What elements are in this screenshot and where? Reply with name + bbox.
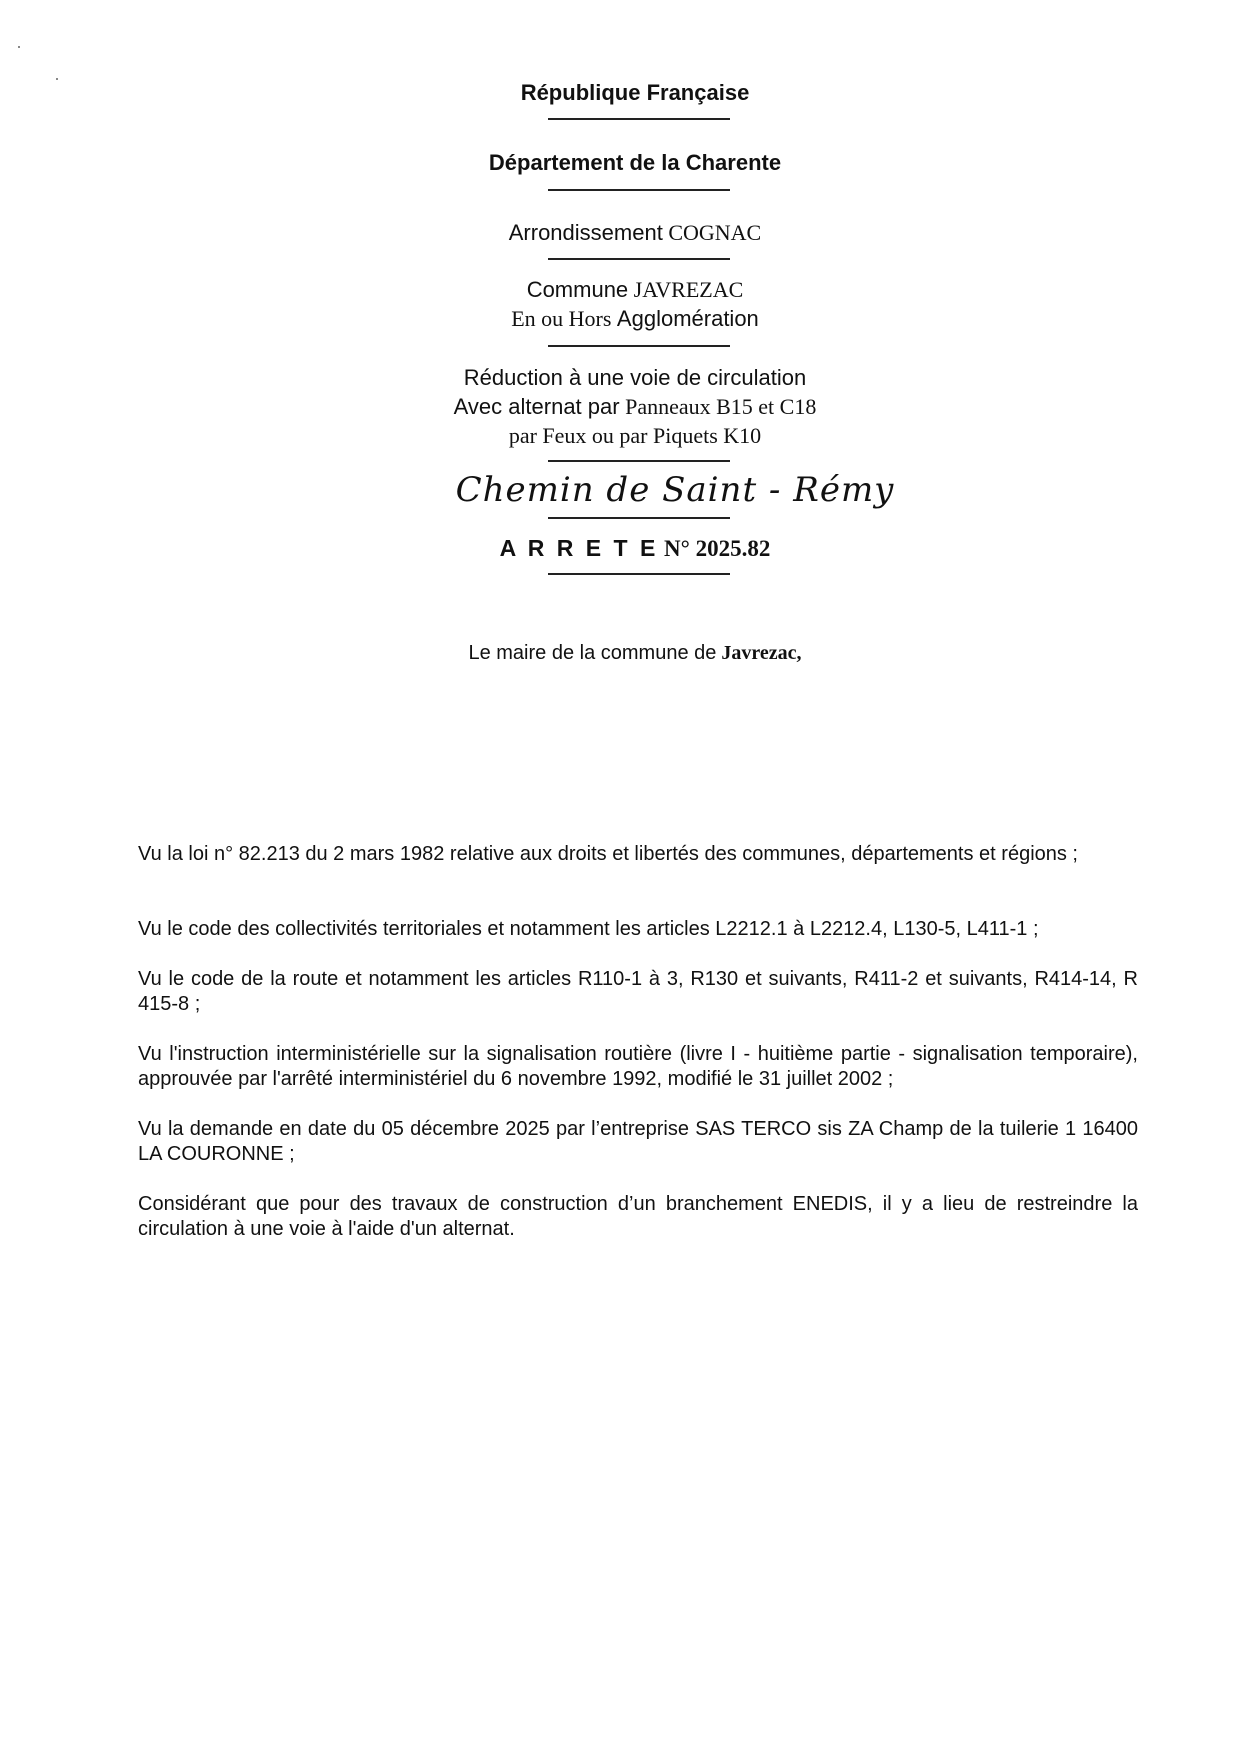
agglomeration-line (0, 304, 1240, 333)
mayor-intro (0, 642, 1240, 665)
mayor-intro-commune: Javrezac, (721, 642, 802, 664)
scan-speck (18, 46, 20, 48)
handwritten-road-name: Chemin de Saint - Rémy (455, 470, 895, 510)
subject-line-2-value: Panneaux B15 et C18 (625, 394, 817, 419)
agglomeration-suffix: Agglomération (616, 306, 759, 331)
header-divider (548, 118, 730, 120)
consideration-paragraph: Vu l'instruction interministérielle sur la signalisation routière (livre I - huitième partie - signalisation temporaire), approuvée par l'arrêté interministériel du 6 novembre 1992, modifié le 31 juillet 2002 ; (138, 1043, 1138, 1090)
department-heading: Département de la Charente (488, 150, 782, 175)
arrondissement-label: Arrondissement (508, 220, 663, 245)
arrondissement-value: COGNAC (668, 220, 762, 245)
mayor-intro-prefix: Le maire de la commune de (468, 642, 717, 664)
arrete-number: N° 2025.82 (664, 536, 771, 561)
header-divider (548, 189, 730, 191)
arrete-label: A R R E T E (499, 535, 659, 561)
country-heading: République Française (520, 80, 750, 105)
subject-line-1: Réduction à une voie de circulation (463, 365, 807, 390)
arrete-title (0, 535, 1240, 562)
header-divider (548, 460, 730, 462)
consideration-paragraph: Vu le code des collectivités territoriales et notamment les articles L2212.1 à L2212.4, L130-5, L411-1 ; (138, 918, 1039, 940)
header-divider (548, 258, 730, 260)
header-divider (548, 345, 730, 347)
consideration-paragraph: Vu la loi n° 82.213 du 2 mars 1982 relative aux droits et libertés des communes, départements et régions ; (138, 843, 1078, 865)
subject-line-3: par Feux ou par Piquets K10 (508, 423, 762, 448)
arrondissement-line (0, 218, 1240, 247)
commune-value: JAVREZAC (633, 277, 744, 302)
subject-line-2-prefix: Avec alternat par (453, 394, 620, 419)
header-divider (548, 517, 730, 519)
commune-line (0, 275, 1240, 304)
header-divider (548, 573, 730, 575)
consideration-paragraph: Considérant que pour des travaux de construction d’un branchement ENEDIS, il y a lieu de restreindre la circulation à une voie à l'aide d'un alternat. (138, 1193, 1138, 1240)
consideration-paragraph: Vu la demande en date du 05 décembre 2025 par l’entreprise SAS TERCO sis ZA Champ de la tuilerie 1 16400 LA COURONNE ; (138, 1118, 1138, 1165)
subject-line-2 (0, 392, 1240, 421)
agglomeration-prefix: En ou Hors (511, 306, 612, 331)
commune-label: Commune (526, 277, 629, 302)
consideration-paragraph: Vu le code de la route et notamment les articles R110-1 à 3, R130 et suivants, R411-2 et suivants, R414-14, R 415-8 ; (138, 968, 1138, 1015)
